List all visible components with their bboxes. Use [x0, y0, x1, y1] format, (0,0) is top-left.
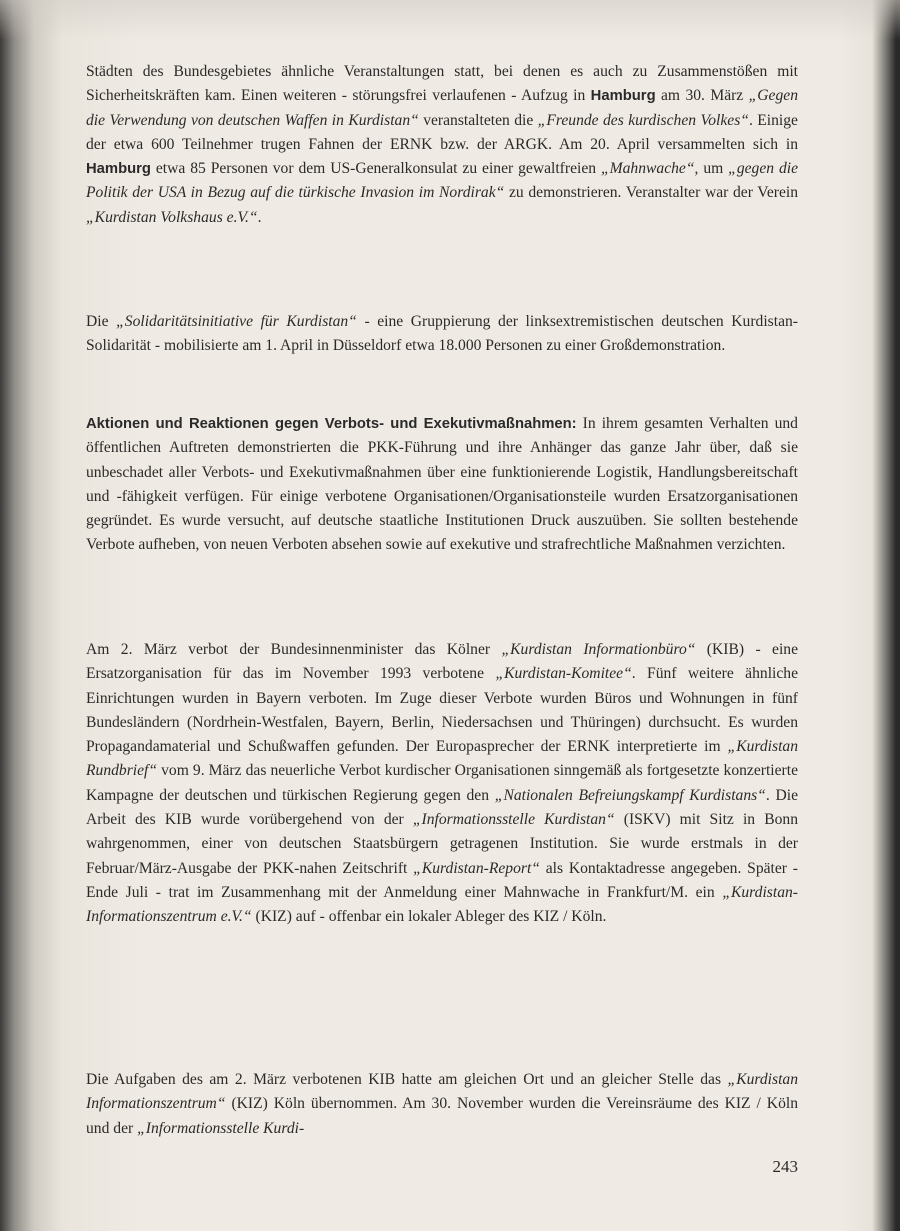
body-text: als Kontaktadresse angegeben. Später - Ende Juli - trat im Zusammenhang mit der Anmeldung einer Mahnwache in Frankfurt/M. ein — [86, 859, 798, 901]
italic-citation: „Kurdistan Informationbüro“ — [501, 641, 696, 658]
bold-place-name: Hamburg — [86, 161, 151, 178]
paragraph-kiz-cologne — [86, 1068, 798, 1141]
italic-citation: „Nationalen Befreiungskampf Kurdistans“ — [494, 786, 766, 804]
bold-place-name: Hamburg — [590, 88, 656, 105]
italic-citation: „Kurdistan Volkshaus e.V.“ — [86, 208, 258, 226]
paragraph-hamburg-events — [86, 60, 798, 230]
body-text: - eine Gruppierung der linksextremistischen deutschen Kurdistan-Solidarität - mobilisierte am 1. April in Düsseldorf etwa 18.000 Personen zu einer Großdemonstration. — [86, 313, 798, 355]
paragraph-solidarity-initiative — [86, 310, 798, 359]
body-text: . Fünf weitere ähnliche Einrichtungen wurden in Bayern verboten. Im Zuge dieser Verbote wurden Büros und Wohnungen in fünf Bundesländern (Nordrhein-Westfalen, Bayern, Berlin, Niedersachsen und Thüringen) durchsucht. Es wurden Propagandamaterial und Schußwaffen gefunden. Der Europasprecher der ERNK interpretierte im — [86, 665, 799, 756]
body-text: am 30. März — [655, 87, 749, 105]
page-shadow — [0, 0, 900, 40]
italic-citation: „Kurdistan Informationszentrum“ — [86, 1071, 798, 1113]
body-text: Die Aufgaben des am 2. März verbotenen KIB hatte am gleichen Ort und an gleicher Stelle das — [86, 1071, 728, 1088]
run-in-heading: Aktionen und Reaktionen gegen Verbots- und Exekutivmaßnahmen: — [86, 416, 577, 432]
italic-citation: „Solidaritätsinitiative für Kurdistan“ — [116, 313, 357, 330]
italic-citation: „Kurdistan-Report“ — [413, 859, 540, 877]
body-text: . — [257, 208, 262, 226]
italic-citation: „Kurdistan-Komitee“ — [495, 665, 632, 683]
italic-citation: „gegen die Politik der USA in Bezug auf die türkische Invasion im Nordirak“ — [86, 160, 799, 202]
body-text: . Die Arbeit des KIB wurde vorübergehend von der — [86, 786, 799, 829]
body-text: In ihrem gesamten Verhalten und öffentlichen Auftreten demonstrierten die PKK-Führung und ihre Anhänger das ganze Jahr über, daß sie unbeschadet aller Verbots- und Exekutivmaßnahmen über eine funktionierende Logistik, Handlungsbereitschaft und -fähigkeit verfügen. Für einige verbotene Organisationen/Organisationsteile wurden Ersatzorganisationen gegründet. Es wurde versucht, auf deutsche staatliche Institutionen Druck auszuüben. Sie sollten bestehende Verbote aufheben, von neuen Verboten absehen sowie auf exekutive und strafrechtliche Maßnahmen verzichten. — [86, 415, 798, 554]
italic-citation: „Informationsstelle Kurdistan“ — [412, 811, 615, 829]
italic-citation: „Freunde des kurdischen Volkes“ — [537, 111, 749, 129]
body-text: (ISKV) mit Sitz in Bonn wahrgenommen, einer von deutschen Staatsbürgern getragenen Institution. Sie wurde erstmals in der Februar/März-Ausgabe der PKK-nahen Zeitschrift — [86, 811, 798, 877]
body-text: vom 9. März das neuerliche Verbot kurdischer Organisationen sinngemäß als fortgesetzte konzertierte Kampagne der deutschen und türkischen Regierung gegen den — [86, 762, 798, 804]
italic-citation: „Kurdistan Rundbrief“ — [86, 738, 798, 780]
body-text: veranstalteten die — [418, 111, 538, 129]
body-text: Die — [86, 313, 117, 330]
italic-citation: „Mahnwache“ — [600, 160, 695, 178]
paragraph-kib-ban — [86, 638, 798, 930]
body-text: . Einige der etwa 600 Teilnehmer trugen Fahnen der ERNK bzw. der ARGK. Am 20. April versammelten sich in — [86, 111, 798, 153]
body-text: etwa 85 Personen vor dem US-Generalkonsulat zu einer gewaltfreien — [150, 160, 601, 178]
body-text: (KIZ) Köln übernommen. Am 30. November wurden die Vereinsräume des KIZ / Köln und der — [86, 1095, 798, 1137]
body-text: zu demonstrieren. Veranstalter war der Verein — [504, 184, 799, 202]
body-text: Am 2. März verbot der Bundesinnenminister das Kölner — [86, 641, 502, 658]
italic-citation: „Kurdistan-Informationszentrum e.V.“ — [86, 883, 798, 926]
body-text: , um — [694, 160, 729, 178]
page-number: 243 — [772, 1157, 798, 1176]
body-text: Städten des Bundesgebietes ähnliche Veranstaltungen statt, bei denen es auch zu Zusammenstößen mit Sicherheitskräften kam. Einen weiteren - störungsfrei verlaufenen - Aufzug in — [86, 63, 798, 105]
italic-citation: „Informationsstelle Kurdi- — [137, 1119, 305, 1137]
paragraph-actions-against-bans — [86, 412, 798, 558]
body-text: (KIB) - eine Ersatzorganisation für das im November 1993 verbotene — [86, 641, 798, 683]
italic-citation: „Gegen die Verwendung von deutschen Waffen in Kurdistan“ — [86, 87, 798, 129]
body-text: (KIZ) auf - offenbar ein lokaler Ableger des KIZ / Köln. — [251, 908, 607, 926]
